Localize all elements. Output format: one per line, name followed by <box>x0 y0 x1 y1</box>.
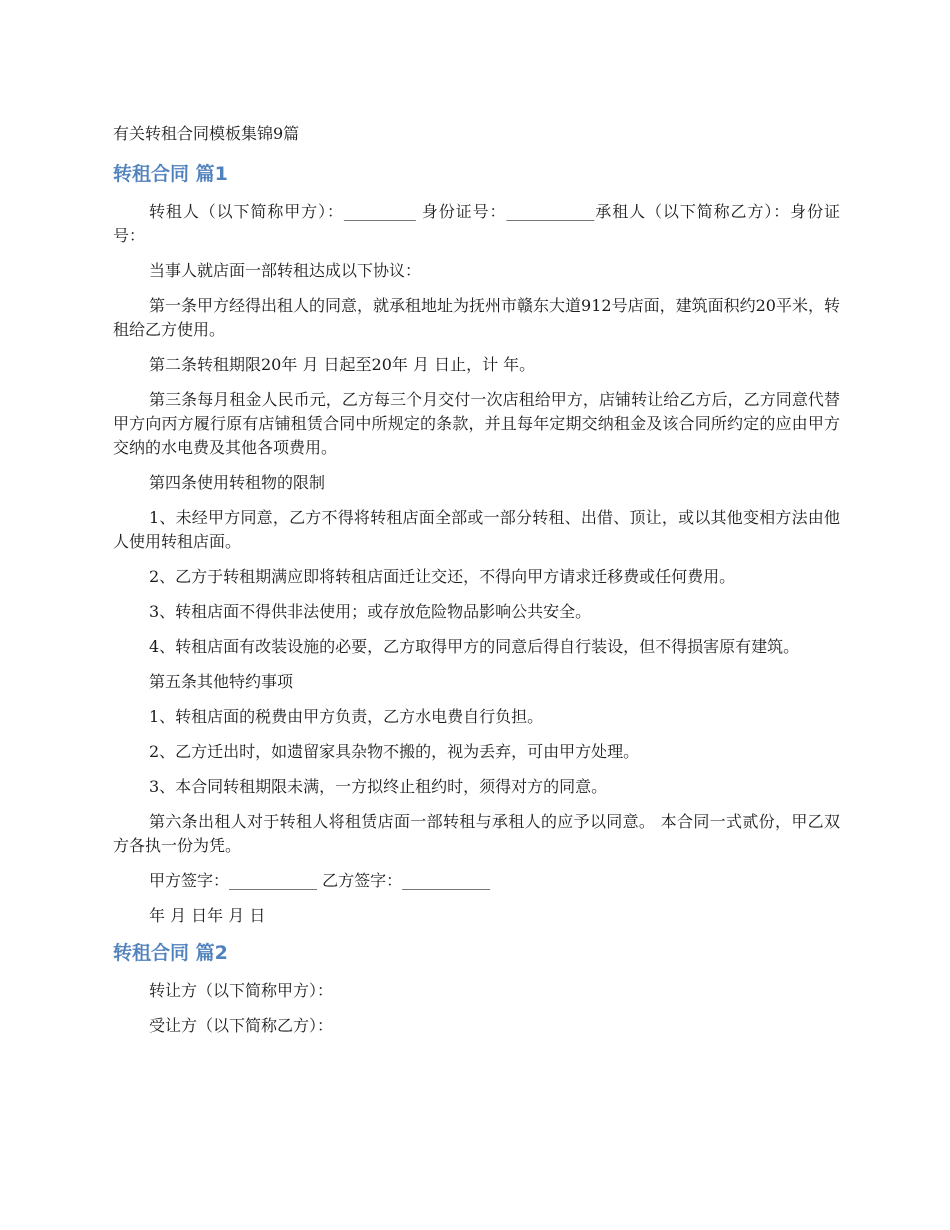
paragraph: 1、未经甲方同意，乙方不得将转租店面全部或一部分转租、出借、顶让，或以其他变相方法由他人使用转租店面。 <box>113 508 840 551</box>
paragraph: 2、乙方于转租期满应即将转租店面迁让交还，不得向甲方请求迁移费或任何费用。 <box>149 567 736 586</box>
document-content <box>113 122 840 1049</box>
section-heading: 转租合同 篇1 <box>113 163 228 185</box>
paragraph: 3、本合同转租期限未满，一方拟终止租约时，须得对方的同意。 <box>149 777 608 796</box>
paragraph: 2、乙方迁出时，如遗留家具杂物不搬的，视为丢弃，可由甲方处理。 <box>149 742 640 761</box>
paragraph: 第三条每月租金人民币元，乙方每三个月交付一次店租给甲方，店铺转让给乙方后，乙方同意代替甲方向丙方履行原有店铺租赁合同中所规定的条款，并且每年定期交纳租金及该合同所约定的应由甲方交纳的水电费及其他各项费用。 <box>113 390 840 457</box>
paragraph: 当事人就店面一部转租达成以下协议： <box>149 261 422 280</box>
paragraph: 受让方（以下简称乙方）： <box>149 1016 334 1035</box>
paragraph: 1、转租店面的税费由甲方负责，乙方水电费自行负担。 <box>149 707 544 726</box>
paragraph: 第六条出租人对于转租人将租赁店面一部转租与承租人的应予以同意。 本合同一式贰份，甲乙双方各执一份为凭。 <box>113 812 840 855</box>
section-1 <box>113 160 840 928</box>
signature-line: 甲方签字：___________ 乙方签字：___________ <box>149 871 491 890</box>
paragraph: 4、转租店面有改装设施的必要，乙方取得甲方的同意后得自行装设，但不得损害原有建筑。 <box>149 637 800 656</box>
section-heading: 转租合同 篇2 <box>113 942 228 964</box>
document-title: 有关转租合同模板集锦9篇 <box>113 124 300 143</box>
paragraph: 第五条其他特约事项 <box>149 672 294 691</box>
date-line: 年 月 日年 月 日 <box>149 906 266 925</box>
section-2 <box>113 939 840 1038</box>
paragraph: 第四条使用转租物的限制 <box>149 473 326 492</box>
paragraph: 转让方（以下简称甲方）： <box>149 981 334 1000</box>
paragraph: 第一条甲方经得出租人的同意，就承租地址为抚州市赣东大道912号店面，建筑面积约20平米，转租给乙方使用。 <box>113 296 840 339</box>
paragraph: 转租人（以下简称甲方）：_________ 身份证号：___________承租人（以下简称乙方）：身份证号： <box>113 202 840 245</box>
paragraph: 第二条转租期限20年 月 日起至20年 月 日止，计 年。 <box>149 355 536 374</box>
paragraph: 3、转租店面不得供非法使用；或存放危险物品影响公共安全。 <box>149 602 592 621</box>
